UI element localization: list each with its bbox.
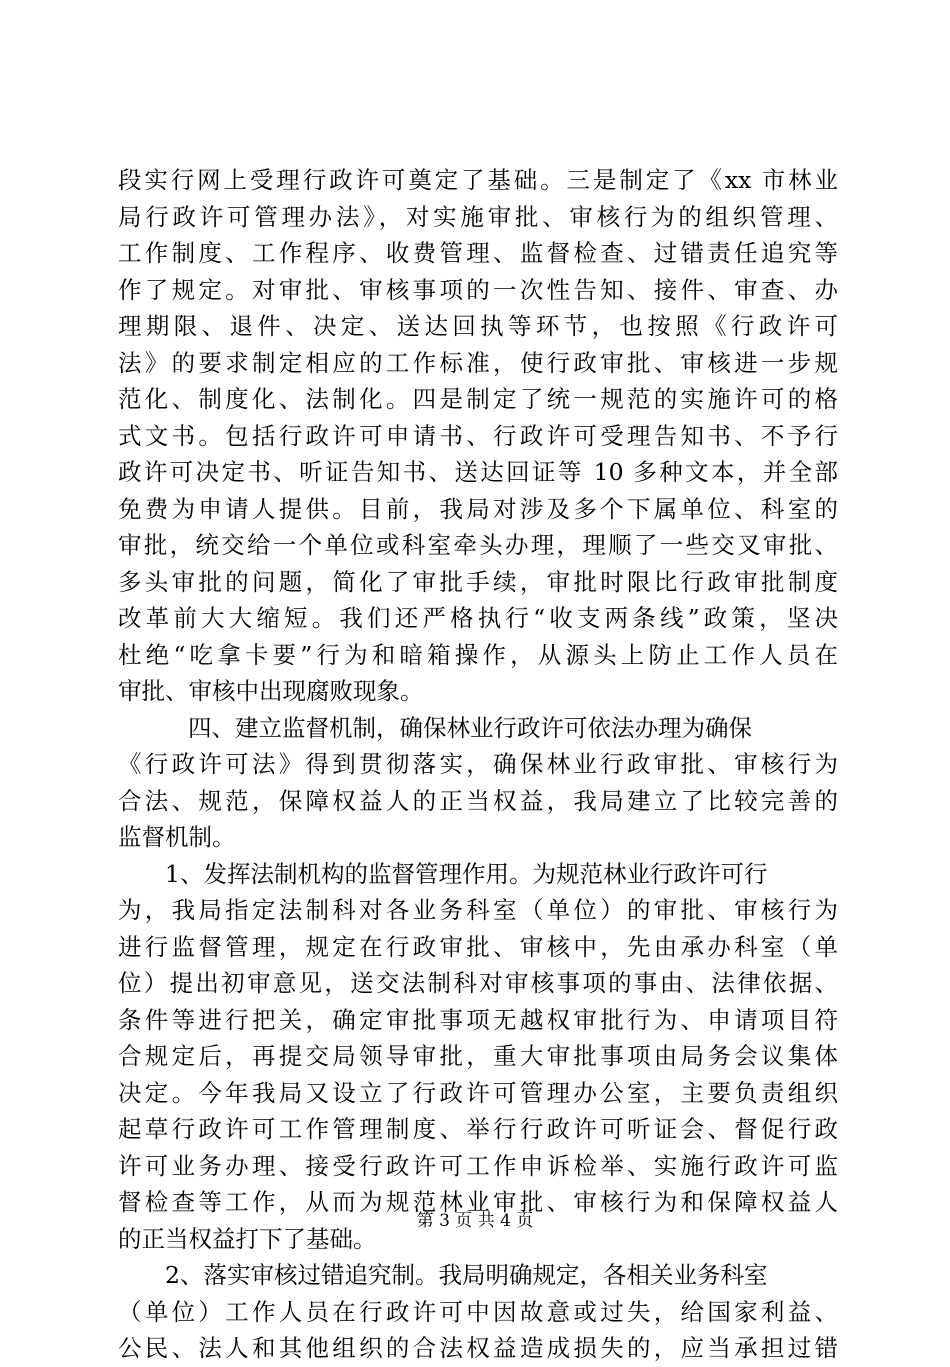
text-line: 的正当权益打下了基础。 bbox=[118, 1224, 377, 1253]
text-line: 许可业务办理、接受行政许可工作申诉检举、实施行政许可监 bbox=[118, 1151, 838, 1180]
text-line: 合法、规范，保障权益人的正当权益，我局建立了比较完善的 bbox=[118, 786, 838, 815]
text-line: 政许可决定书、听证告知书、送达回证等 10 多种文本，并全部 bbox=[118, 458, 838, 486]
text-line: 免费为申请人提供。目前，我局对涉及多个下属单位、科室的 bbox=[118, 494, 838, 523]
page-footer bbox=[0, 1210, 950, 1232]
text-line: 范化、制度化、法制化。四是制定了统一规范的实施许可的格 bbox=[118, 385, 838, 413]
text-line: 杜绝“吃拿卡要”行为和暗箱操作，从源头上防止工作人员在 bbox=[118, 640, 838, 669]
page-number: 第 3 页 共 4 页 bbox=[416, 1211, 534, 1231]
text-line: 理期限、退件、决定、送达回执等环节，也按照《行政许可 bbox=[118, 312, 838, 340]
text-line: 审批，统交给一个单位或科室牵头办理，理顺了一些交叉审批、 bbox=[118, 531, 838, 559]
text-line: （单位）工作人员在行政许可中因故意或过失，给国家利益、 bbox=[118, 1297, 838, 1326]
text-line: 段实行网上受理行政许可奠定了基础。三是制定了《xx 市林业 bbox=[118, 166, 838, 194]
text-line: 督检查等工作，从而为规范林业审批、审核行为和保障权益人 bbox=[118, 1188, 838, 1216]
text-line: 改革前大大缩短。我们还严格执行“收支两条线”政策，坚决 bbox=[118, 604, 838, 632]
text-line: 法》的要求制定相应的工作标准，使行政审批、审核进一步规 bbox=[118, 348, 838, 377]
text-line: 多头审批的问题，简化了审批手续，审批时限比行政审批制度 bbox=[118, 567, 838, 596]
text-line: 监督机制。 bbox=[118, 823, 236, 851]
text-line: 式文书。包括行政许可申请书、行政许可受理告知书、不予行 bbox=[118, 421, 838, 450]
text-line: 审批、审核中出现腐败现象。 bbox=[118, 677, 424, 705]
text-line: 公民、法人和其他组织的合法权益造成损失的，应当承担过错 bbox=[118, 1334, 838, 1362]
text-line: 合规定后，再提交局领导审批，重大审批事项由局务会议集体 bbox=[118, 1042, 838, 1070]
text-line: 《行政许可法》得到贯彻落实，确保林业行政审批、审核行为 bbox=[118, 750, 838, 778]
text-line: 工作制度、工作程序、收费管理、监督检查、过错责任追究等 bbox=[118, 239, 838, 267]
paragraph-first-line: 2、落实审核过错追究制。我局明确规定，各相关业务科室 bbox=[165, 1261, 768, 1289]
text-line: 决定。今年我局又设立了行政许可管理办公室，主要负责组织 bbox=[118, 1078, 838, 1107]
text-line: 位）提出初审意见，送交法制科对审核事项的事由、法律依据、 bbox=[118, 969, 838, 997]
text-line: 局行政许可管理办法》，对实施审批、审核行为的组织管理、 bbox=[118, 202, 838, 231]
text-line: 进行监督管理，规定在行政审批、审核中，先由承办科室（单 bbox=[118, 932, 838, 961]
document-body bbox=[118, 162, 838, 1367]
section-heading-line: 四、建立监督机制，确保林业行政许可依法办理为确保 bbox=[188, 713, 752, 742]
text-line: 条件等进行把关，确定审批事项无越权审批行为、申请项目符 bbox=[118, 1005, 838, 1034]
text-line: 起草行政许可工作管理制度、举行行政许可听证会、督促行政 bbox=[118, 1115, 838, 1143]
text-line: 作了规定。对审批、审核事项的一次性告知、接件、审查、办 bbox=[118, 275, 838, 304]
text-line: 为，我局指定法制科对各业务科室（单位）的审批、审核行为 bbox=[118, 896, 838, 924]
paragraph-first-line: 1、发挥法制机构的监督管理作用。为规范林业行政许可行 bbox=[165, 859, 768, 888]
